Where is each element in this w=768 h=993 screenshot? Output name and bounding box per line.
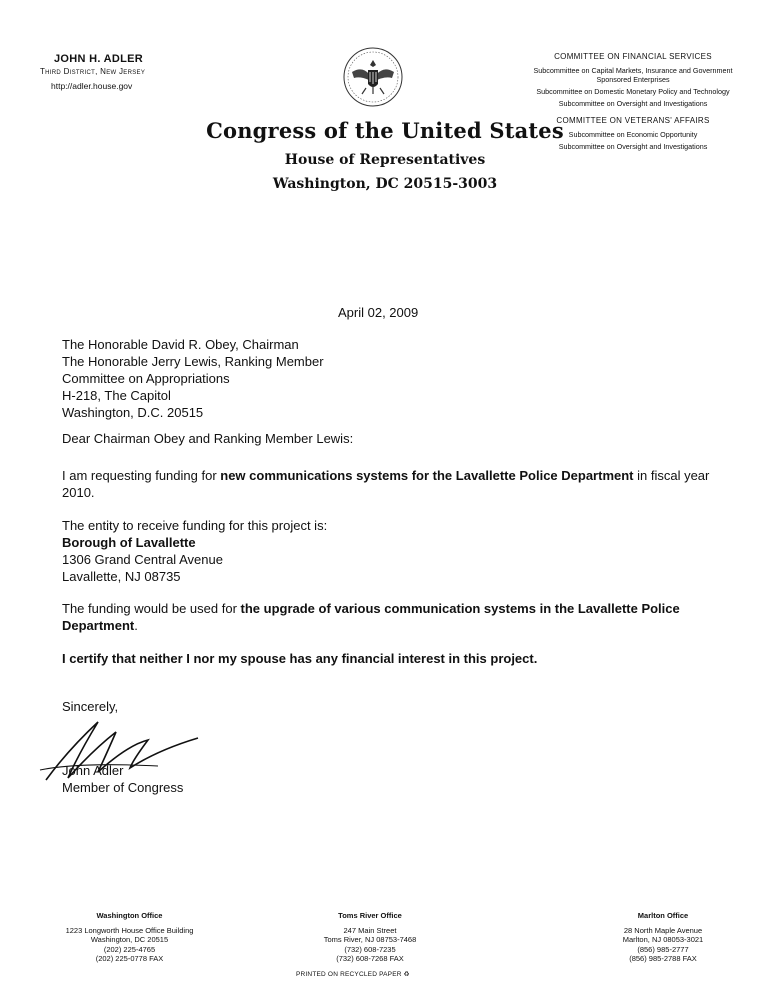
- title-congress: Congress of the United States: [206, 118, 564, 143]
- office-line: (732) 608-7235: [344, 944, 396, 954]
- committee-name: COMMITTEE ON FINANCIAL SERVICES: [554, 52, 712, 61]
- subcommittee: Subcommittee on Oversight and Investigations: [558, 142, 708, 151]
- office-name: Toms River Office: [338, 911, 402, 920]
- recycle-logo-icon: ♻: [403, 971, 410, 978]
- member-name: JOHN H. ADLER: [54, 53, 144, 65]
- recycled-text: PRINTED ON RECYCLED PAPER: [296, 971, 402, 978]
- request-text-end: in fiscal year 2010.: [62, 468, 710, 500]
- office-line: (856) 985-2777: [637, 944, 689, 954]
- office-line: 247 Main Street: [343, 925, 397, 935]
- subcommittee: Subcommittee on Economic Opportunity: [568, 130, 698, 139]
- entity-paragraph: [62, 517, 327, 585]
- letter-date: April 02, 2009: [338, 305, 419, 320]
- congressional-seal-icon: [342, 46, 404, 108]
- closing: Sincerely,: [62, 699, 119, 714]
- handwritten-signature-icon: [38, 710, 208, 790]
- usage-purpose: the upgrade of various communication systems in the Lavallette Police Department: [62, 601, 680, 633]
- subcommittee: Subcommittee on Domestic Monetary Policy and Technology: [536, 87, 730, 96]
- committee-name: COMMITTEE ON VETERANS' AFFAIRS: [556, 116, 710, 125]
- title-city: Washington, DC 20515-3003: [272, 176, 498, 192]
- subcommittee: Subcommittee on Capital Markets, Insurance and Government Sponsored Enterprises: [533, 66, 733, 84]
- signer-name: John Adler: [62, 763, 124, 778]
- member-district: Third District, New Jersey: [40, 67, 146, 76]
- addressee-line: The Honorable Jerry Lewis, Ranking Member: [62, 354, 324, 369]
- request-text: I am requesting funding for: [62, 468, 221, 483]
- office-line: Washington, DC 20515: [90, 935, 169, 944]
- office-toms-river: [295, 911, 445, 964]
- addressee-line: H-218, The Capitol: [62, 388, 171, 403]
- usage-paragraph: [62, 600, 712, 634]
- request-paragraph: [62, 467, 712, 501]
- office-marlton: [578, 911, 748, 964]
- office-line: 1223 Longworth House Office Building: [65, 925, 194, 935]
- office-line: (202) 225-4765: [103, 944, 156, 954]
- entity-address-line: 1306 Grand Central Avenue: [62, 552, 223, 567]
- office-washington: [22, 911, 237, 964]
- signer-title: Member of Congress: [62, 780, 184, 795]
- addressee-line: Washington, D.C. 20515: [62, 405, 204, 420]
- office-name: Washington Office: [96, 911, 163, 920]
- entity-address-line: Lavallette, NJ 08735: [62, 569, 181, 584]
- usage-text-end: .: [134, 618, 138, 633]
- salutation: Dear Chairman Obey and Ranking Member Lewis:: [62, 431, 354, 446]
- office-line: 28 North Maple Avenue: [623, 925, 703, 935]
- certification: I certify that neither I nor my spouse has any financial interest in this project.: [62, 651, 538, 666]
- office-line: (856) 985-2788 FAX: [629, 954, 697, 963]
- office-line: (202) 225-0778 FAX: [95, 954, 164, 963]
- request-project: new communications systems for the Lavallette Police Department: [220, 468, 634, 483]
- member-url: http://adler.house.gov: [51, 81, 133, 91]
- title-house: House of Representatives: [284, 152, 486, 168]
- committee-list: [528, 52, 738, 151]
- office-line: Toms River, NJ 08753-7468: [323, 935, 417, 944]
- office-line: (732) 608-7268 FAX: [336, 954, 404, 963]
- subcommittee: Subcommittee on Oversight and Investigations: [558, 99, 708, 108]
- entity-intro: The entity to receive funding for this project is:: [62, 518, 328, 533]
- recycled-paper-note: [296, 970, 410, 978]
- addressee-block: [62, 336, 324, 421]
- usage-text: The funding would be used for: [62, 601, 241, 616]
- entity-name: Borough of Lavallette: [62, 535, 196, 550]
- office-line: Marlton, NJ 08053-3021: [622, 935, 704, 944]
- addressee-line: The Honorable David R. Obey, Chairman: [62, 337, 299, 352]
- office-name: Marlton Office: [637, 911, 689, 920]
- addressee-line: Committee on Appropriations: [62, 371, 230, 386]
